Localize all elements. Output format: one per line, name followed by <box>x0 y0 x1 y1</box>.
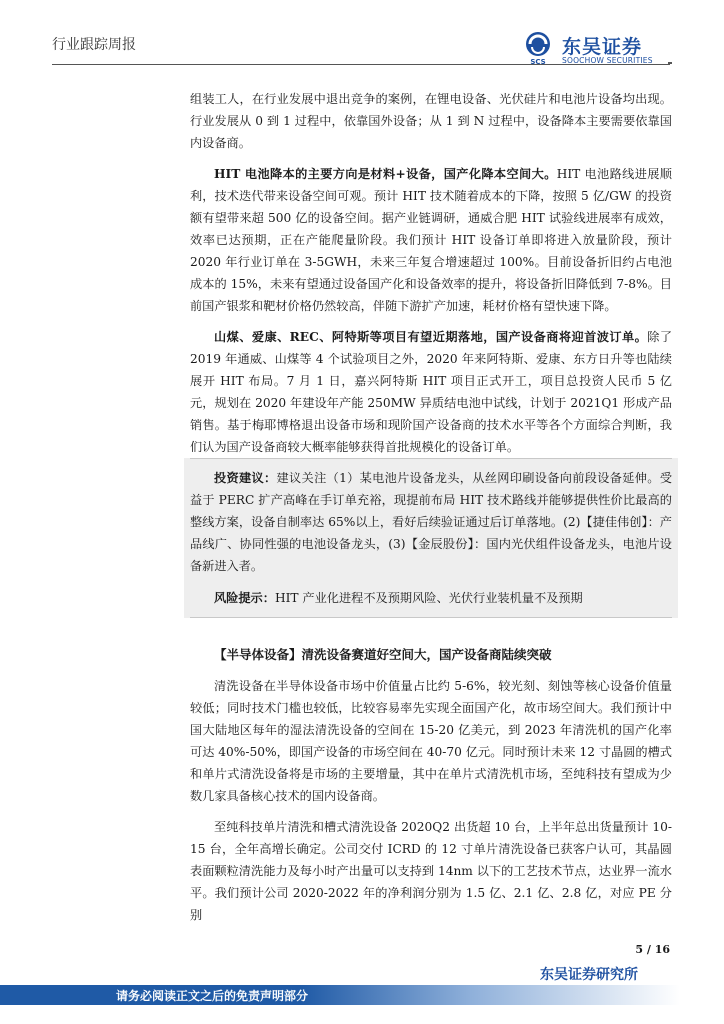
advice-box <box>184 458 678 618</box>
hit-projects-text: 除了 2019 年通威、山煤等 4 个试验项目之外，2020 年来阿特斯、爱康、东方日升等也陆续展开 HIT 布局。7 月 1 日，嘉兴阿特斯 HIT 项目正式开工，项目总投资人民币 5 亿元，规划在 2020 年建设年产能 250MW 异质结电池中试线，计划于 2021Q1 形成产品销售。基于梅耶博格退出设备市场和现阶国产设备商的技术水平等各个方面综合判断，我们认为国产设备商较大概率能够获得首批规模化的设备订单。 <box>190 330 673 454</box>
logo-chinese-name: 东吴证券 <box>562 36 643 58</box>
semiconductor-section-title: 【半导体设备】清洗设备赛道好空间大，国产设备商陆续突破 <box>214 647 552 662</box>
soochow-logo-icon <box>520 30 556 66</box>
paragraph-hit-projects <box>190 326 672 458</box>
logo-mark-text: SCS <box>530 58 546 66</box>
header-divider <box>52 64 670 65</box>
logo-english-name: SOOCHOW SECURITIES <box>562 56 653 65</box>
risk-label: 风险提示： <box>214 591 275 605</box>
hit-cost-text: HIT 电池路线进展顺利，技术迭代带来设备空间可观。预计 HIT 技术随着成本的下降，按照 5 亿/GW 的投资额有望带来超 500 亿的设备空间。据产业链调研，通威合肥 HIT 试验线进展率有成效，效率已达预期，正在产能爬量阶段。我们预计 HIT 设备订单即将进入放量阶段，预计 2020 年行业订单在 3-5GWH，未来三年复合增速超过 100%。目前设备折旧约占电池成本的 15%，未来有望通过设备国产化和设备效率的提升，将设备折旧降低到 7-8%。目前国产银浆和靶材价格仍然较高，伴随下游扩产加速，耗材价格有望快速下降。 <box>190 167 672 313</box>
advice-text: 建议关注（1）某电池片设备龙头，从丝网印刷设备向前段设备延伸。受益于 PERC 扩产高峰在手订单充裕，现提前布局 HIT 技术路线并能够提供性价比最高的整线方案，设备自制率达 65%以上，看好后续验证通过后订单落地。(2)【捷佳伟创】：产品线广、协同性强的电池设备龙头，(3)【金辰股份】：国内光伏组件设备龙头，电池片设备新进入者。 <box>190 471 673 573</box>
footer-organization: 东吴证券研究所 <box>540 967 638 983</box>
report-type-label: 行业跟踪周报 <box>52 37 136 53</box>
hit-cost-headline: HIT 电池降本的主要方向是材料+设备，国产化降本空间大。 <box>214 167 557 181</box>
paragraph-hit-cost <box>190 163 672 317</box>
advice-label: 投资建议： <box>214 471 277 485</box>
paragraph-cleaning-equipment: 清洗设备在半导体设备市场中价值量占比约 5-6%，较光刻、刻蚀等核心设备价值量较低；同时技术门槛也较低，比较容易率先实现全面国产化，故市场空间大。我们预计中国大陆地区每年的湿法清洗设备的空间在 15-20 亿美元，到 2023 年清洗机的国产化率可达 40%-50%，即国产设备的市场空间在 40-70 亿元。同时预计未来 12 寸晶圆的槽式和单片式清洗设备将是市场的主要增量，其中在单片式清洗机市场，至纯科技有望成为少数几家具备核心技术的国内设备商。 <box>190 679 672 803</box>
risk-warning <box>190 587 672 609</box>
footer-disclaimer: 请务必阅读正文之后的免责声明部分 <box>116 989 309 1003</box>
header-divider-mark <box>668 62 672 64</box>
paragraph-continuation: 组装工人，在行业发展中退出竞争的案例，在锂电设备、光伏硅片和电池片设备均出现。行业发展从 0 到 1 过程中，依靠国外设备；从 1 到 N 过程中，设备降本主要需要依靠国内设备商。 <box>190 92 672 150</box>
risk-text: HIT 产业化进程不及预期风险、光伏行业装机量不及预期 <box>274 591 583 605</box>
investment-advice <box>190 467 672 577</box>
paragraph-pnc-tech: 至纯科技单片清洗和槽式清洗设备 2020Q2 出货超 10 台，上半年总出货量预计 10-15 台，全年高增长确定。公司交付 ICRD 的 12 寸单片清洗设备已获客户认可，其晶圆表面颗粒清洗能力及每小时产出量可以支持到 14nm 以下的工艺技术节点，达业界一流水平。我们预计公司 2020-2022 年的净利润分别为 1.5 亿、2.1 亿、2.8 亿，对应 PE 分别 <box>190 820 672 922</box>
footer-band <box>0 985 724 1005</box>
hit-projects-headline: 山煤、爱康、REC、阿特斯等项目有望近期落地，国产设备商将迎首波订单。 <box>214 330 648 344</box>
main-content <box>190 88 672 926</box>
page-number: 5 / 16 <box>635 943 670 956</box>
